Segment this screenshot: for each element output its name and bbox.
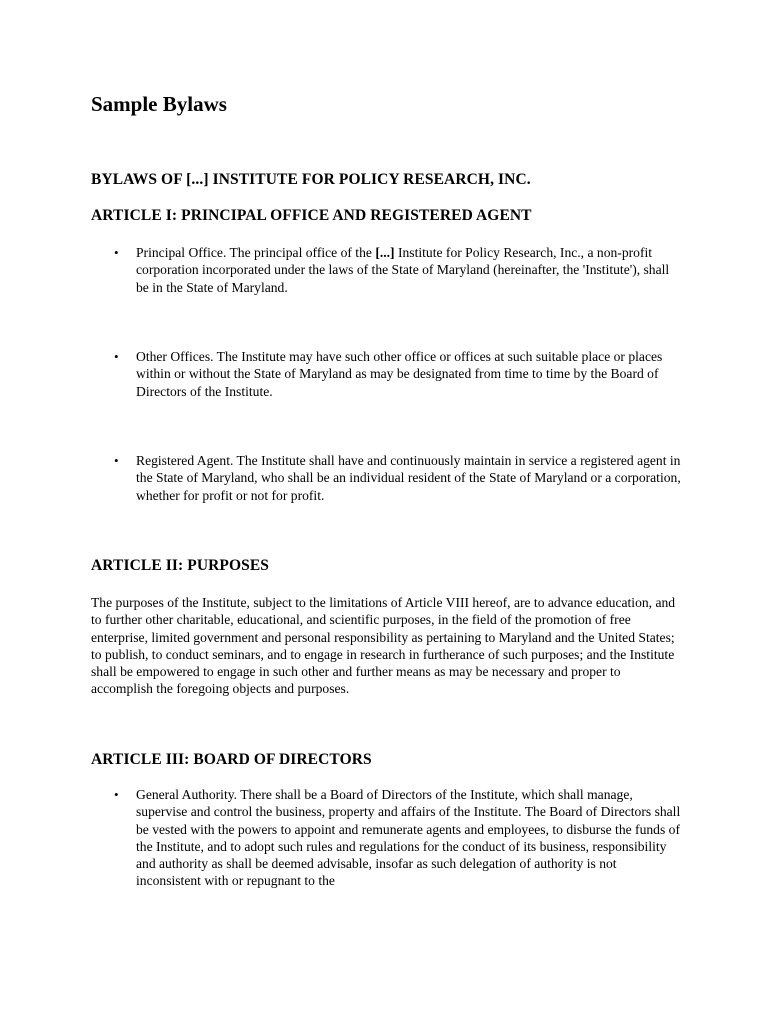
- list-item-text: General Authority. There shall be a Board of Directors of the Institute, which shall manage, supervise and control the business, property and affairs of the Institute. The Board of Directors shall be vested with the powers to appoint and remunerate agents and employees, to disburse the funds of the Institute, and to adopt such rules and regulations for the conduct of its business, responsibility and authority as shall be deemed advisable, insofar as such delegation of authority is not inconsistent with or repugnant to the: [136, 787, 681, 889]
- document-title: Sample Bylaws: [91, 92, 227, 116]
- list-item-text: Other Offices. The Institute may have such other office or offices at such suitable place or places within or without the State of Maryland as may be designated from time to time by the Board of Directors of the Institute.: [136, 349, 663, 399]
- purposes-paragraph: The purposes of the Institute, subject to the limitations of Article VIII hereof, are to advance education, and to further other charitable, educational, and scientific purposes, in the field of the promotion of free enterprise, limited government and personal responsibility as pertaining to Maryland and the United States; to publish, to conduct seminars, and to engage in research in furtherance of such purposes; and the Institute shall be empowered to engage in such other and further means as may be necessary and proper to accomplish the foregoing objects and purposes.: [91, 595, 676, 697]
- article-2-heading: ARTICLE II: PURPOSES: [91, 557, 270, 574]
- bullet-icon: •: [114, 349, 119, 364]
- bullet-icon: •: [114, 787, 119, 802]
- list-item-text: Registered Agent. The Institute shall have and continuously maintain in service a registered agent in the State of Maryland, who shall be an individual resident of the State of Maryland or a corporation, whether for profit or not for profit.: [136, 453, 681, 503]
- bylaws-subtitle: BYLAWS OF [...] INSTITUTE FOR POLICY RESEARCH, INC.: [91, 171, 531, 188]
- article-1-heading: ARTICLE I: PRINCIPAL OFFICE AND REGISTERED AGENT: [91, 207, 532, 224]
- bullet-icon: •: [114, 453, 119, 468]
- list-item-text: Principal Office. The principal office of the [...] Institute for Policy Research, Inc., a non-profit corporation incorporated under the laws of the State of Maryland (hereinafter, the 'Institute'), shall be in the State of Maryland.: [136, 245, 670, 295]
- bullet-icon: •: [114, 245, 119, 260]
- article-3-heading: ARTICLE III: BOARD OF DIRECTORS: [91, 751, 372, 768]
